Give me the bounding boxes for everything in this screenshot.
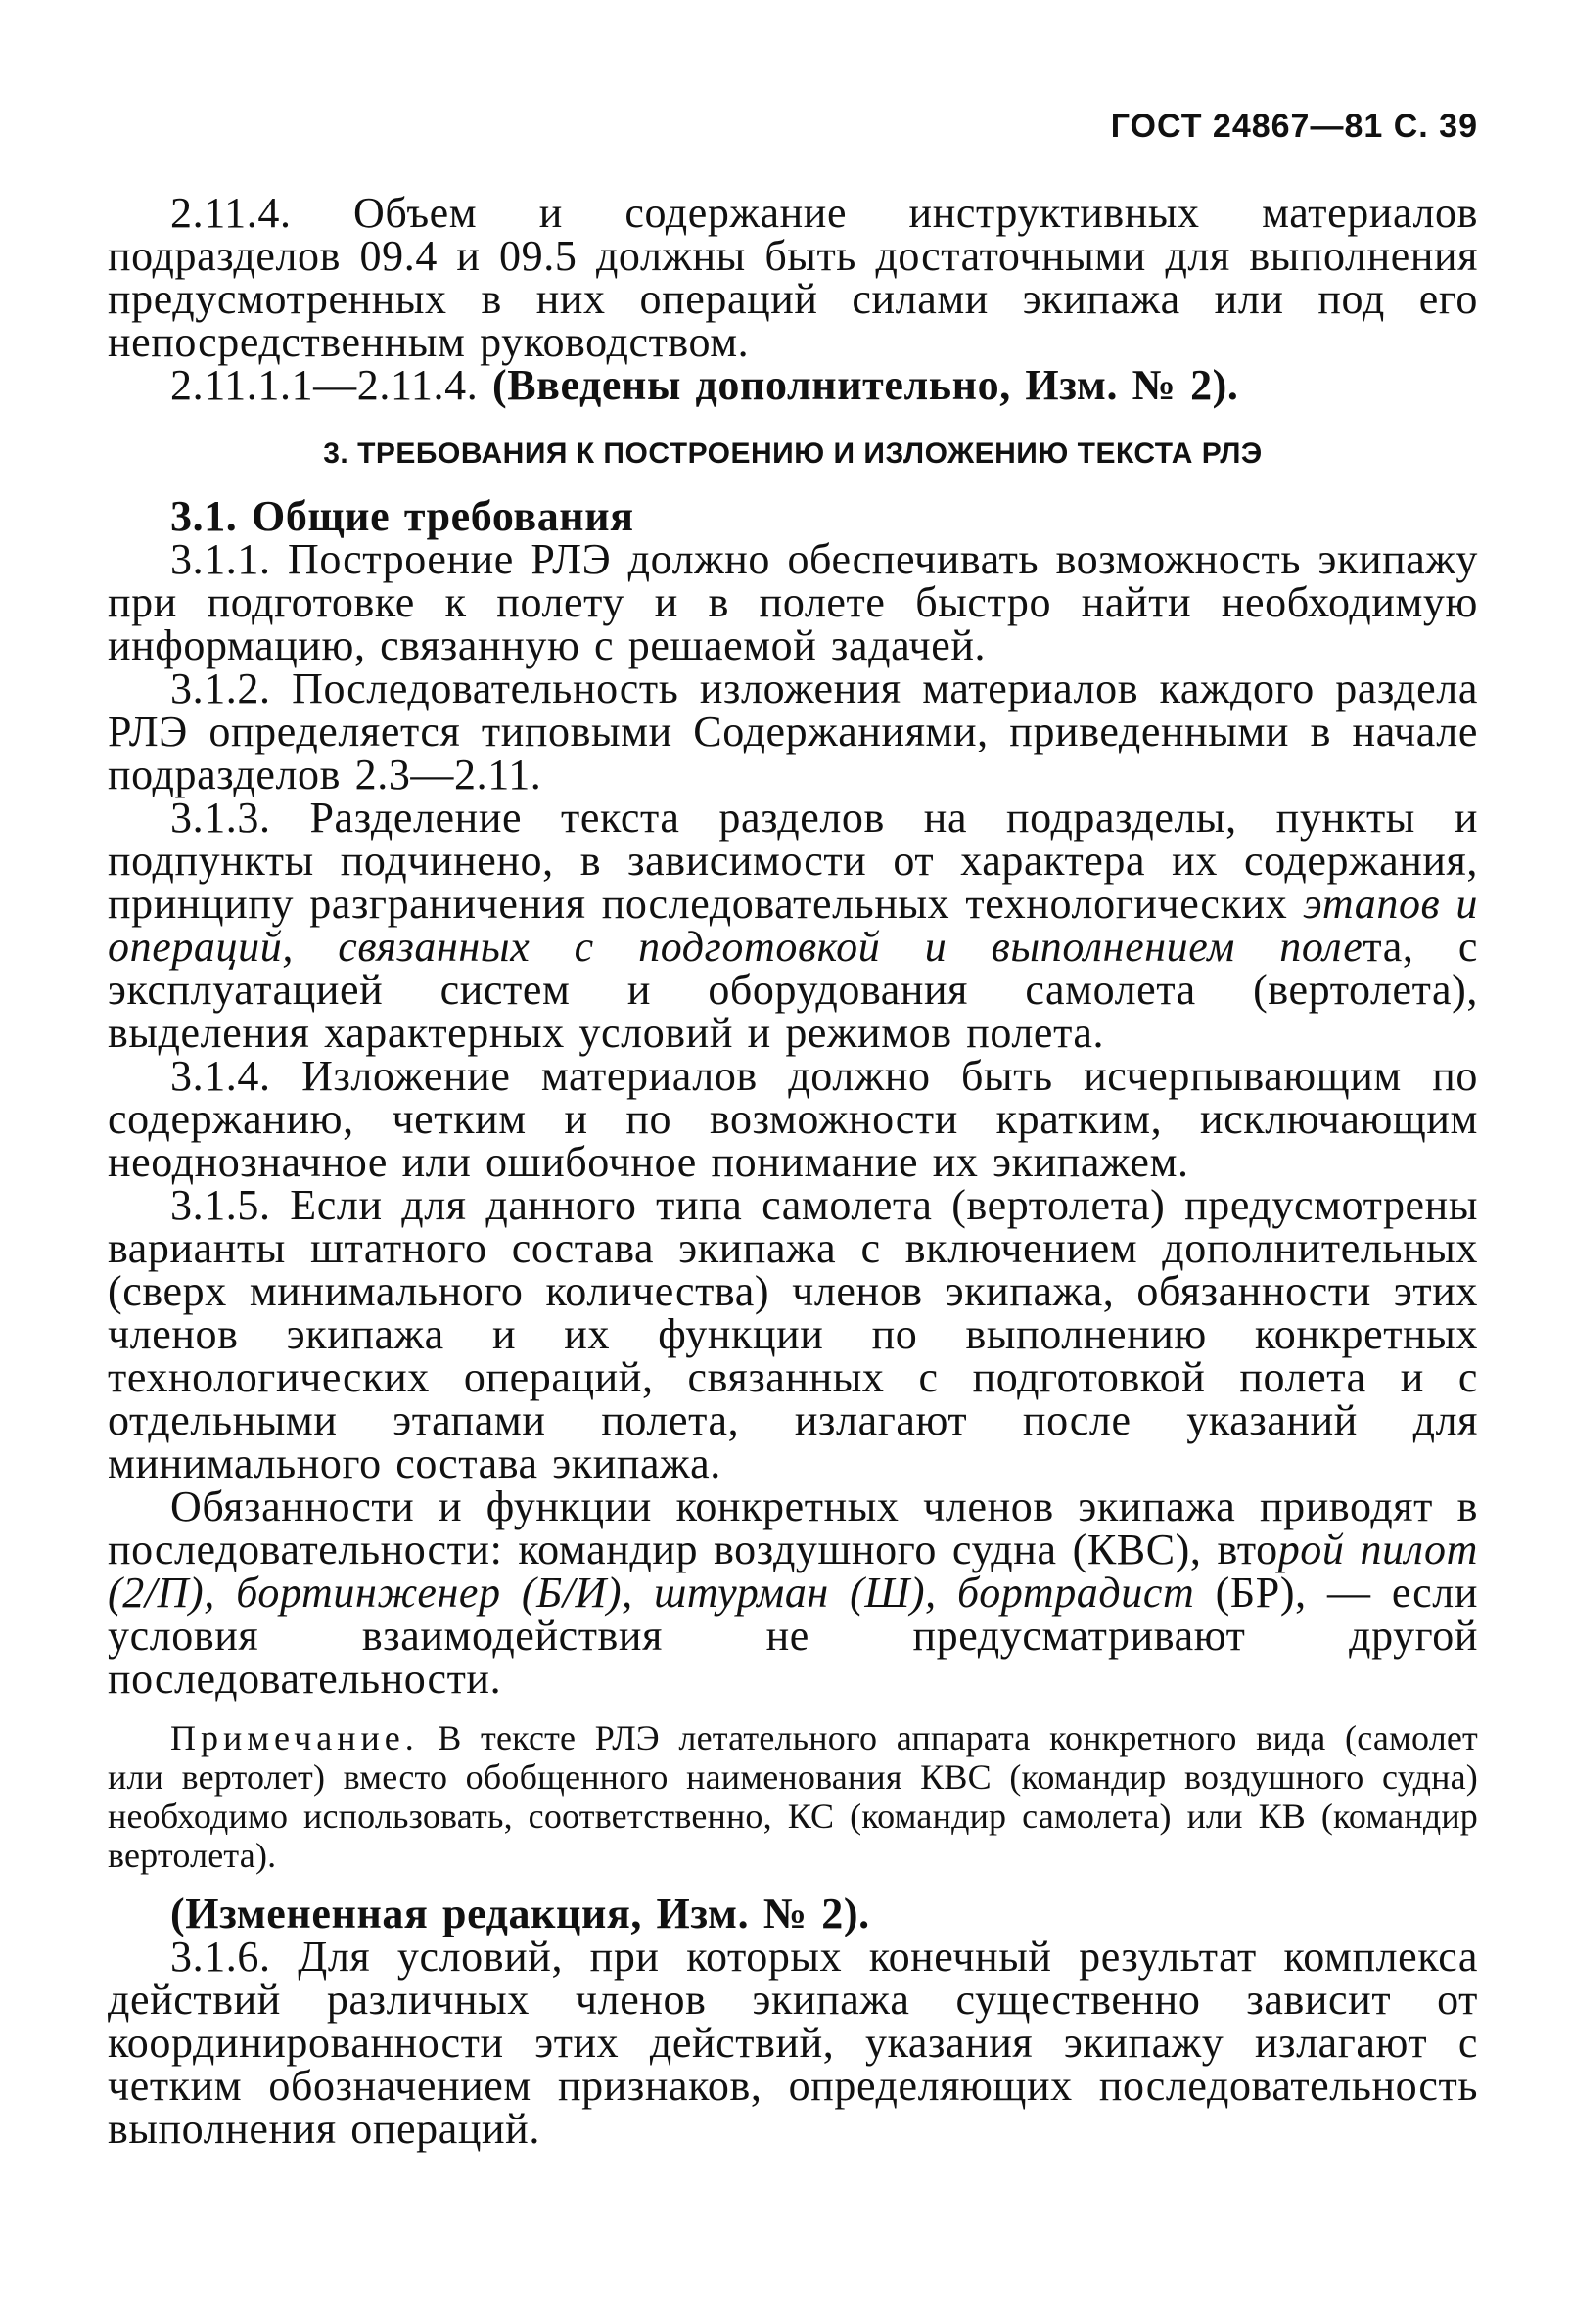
crew-duties-part-a: Обязанности и функции конкретных членов экипажа приводят в последовательности: командир воздушного судна (КВС), вто (108, 1482, 1478, 1573)
section-3-heading: 3. ТРЕБОВАНИЯ К ПОСТРОЕНИЮ И ИЗЛОЖЕНИЮ ТЕКСТА РЛЭ (323, 437, 1263, 470)
paragraph-3-1-3-italic: этапов и операций, связанных с подготовкой и выполнением поле (108, 880, 1478, 971)
note-paragraph (108, 1718, 1478, 1875)
page-header-code: ГОСТ 24867—81 С. 39 (1110, 108, 1478, 145)
paragraph-crew-duties (108, 1482, 1478, 1703)
paragraph-3-1-4: 3.1.4. Изложение материалов должно быть исчерпывающим по содержанию, четким и по возможности кратким, исключающим неоднозначное или ошибочное понимание их экипажем. (108, 1052, 1478, 1186)
paragraph-3-1-3 (108, 794, 1478, 1057)
subsection-3-1-heading: 3.1. Общие требования (170, 492, 634, 540)
paragraph-3-1-1: 3.1.1. Построение РЛЭ должно обеспечивать возможность экипажу при подготовке к полету и в полете быстро найти необходимую информацию, связанную с решаемой задачей. (108, 535, 1478, 669)
note-label: Примечание. (170, 1718, 419, 1757)
document-page (108, 108, 1478, 2260)
document-body (108, 189, 1478, 2153)
paragraph-3-1-6: 3.1.6. Для условий, при которых конечный результат комплекса действий различных членов экипажа существенно зависит от координированности этих действий, указания экипажу излагают с четким обозначением признаков, определяющих последовательность выполнения операций. (108, 1933, 1478, 2153)
paragraph-3-1-3-part-a: 3.1.3. Разделение текста разделов на подразделы, пункты и подпункты подчинено, в зависимости от характера их содержания, принципу разграничения последовательных технологических (108, 794, 1478, 928)
paragraph-3-1-2: 3.1.2. Последовательность изложения материалов каждого раздела РЛЭ определяется типовыми Содержаниями, приведенными в начале подразделов 2.3—2.11. (108, 664, 1478, 798)
paragraph-3-1-5: 3.1.5. Если для данного типа самолета (вертолета) предусмотрены варианты штатного состава экипажа с включением дополнительных (сверх минимального количества) членов экипажа, обязанности этих членов экипажа и их функции по выполнению конкретных технологических операций, связанных с подготовкой полета и с отдельными этапами полета, излагают после указаний для минимального состава экипажа. (108, 1181, 1478, 1487)
note-text: В тексте РЛЭ летательного аппарата конкретного вида (самолет или вертолет) вместо обобщенного наименования КВС (командир воздушного судна) необходимо использовать, соответственно, КС (командир самолета) или КВ (командир вертолета). (108, 1718, 1478, 1875)
paragraph-amendment-intro (108, 361, 1478, 409)
paragraph-3-1-3-part-b: та, с эксплуатацией систем и оборудования самолета (вертолета), выделения характерных условий и режимов полета. (108, 923, 1478, 1057)
paragraph-2-11-4: 2.11.4. Объем и содержание инструктивных материалов подразделов 09.4 и 09.5 должны быть достаточными для выполнения предусмотренных в них операций силами экипажа или под его непосредственным руководством. (108, 189, 1478, 366)
amendment-range: 2.11.1.1—2.11.4. (170, 361, 492, 409)
revised-edition-note: (Измененная редакция, Изм. № 2). (170, 1890, 870, 1937)
crew-duties-italic: рой пилот (2/П), бортинженер (Б/И), штурман (Ш), бортрадист (108, 1526, 1478, 1617)
crew-duties-part-b: (БР), — если условия взаимодействия не предусматривают другой последовательности. (108, 1569, 1478, 1703)
amendment-note: (Введены дополнительно, Изм. № 2). (491, 361, 1239, 409)
